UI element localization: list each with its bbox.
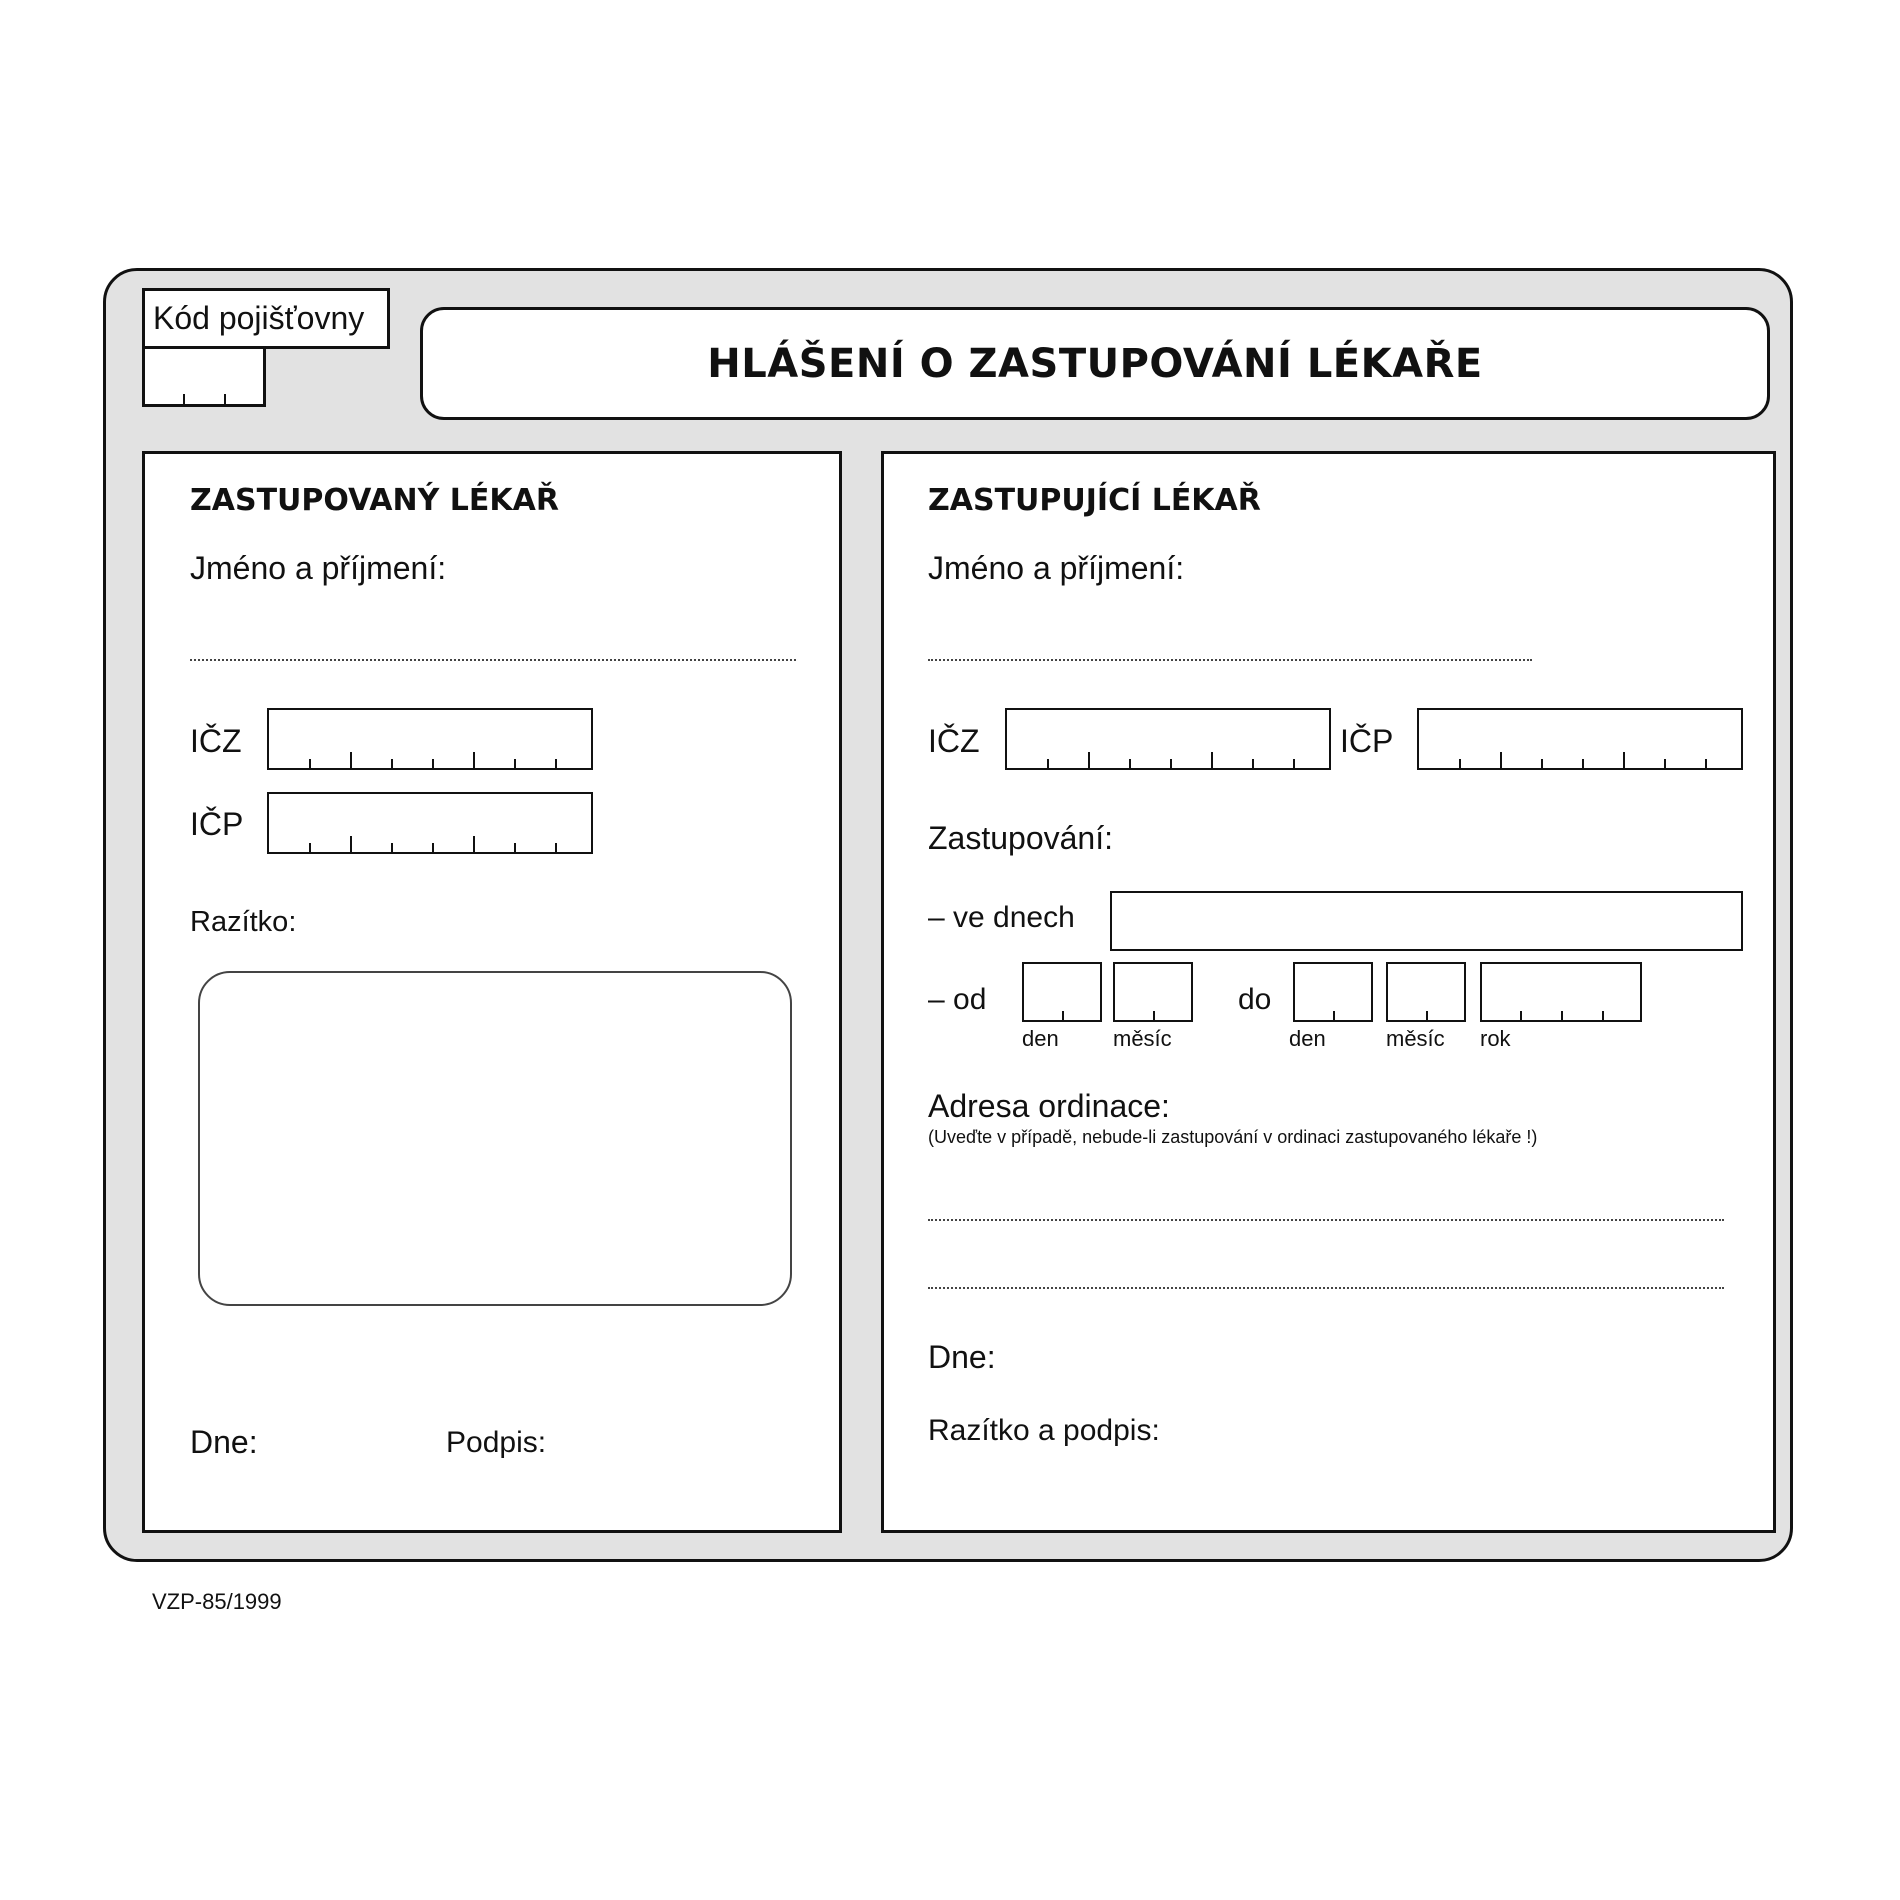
- address-note: (Uveďte v případě, nebude-li zastupování v ordinaci zastupovaného lékaře !): [928, 1127, 1538, 1147]
- right-icp-field[interactable]: [1417, 708, 1743, 770]
- form-code: VZP-85/1999: [152, 1589, 282, 1614]
- insurer-code-label: Kód pojišťovny: [153, 300, 365, 336]
- to-year-field[interactable]: [1480, 962, 1642, 1022]
- from-month-caption: měsíc: [1113, 1026, 1172, 1051]
- right-icp-label: IČP: [1340, 723, 1394, 759]
- left-icz-field[interactable]: [267, 708, 593, 770]
- address-label: Adresa ordinace:: [928, 1088, 1170, 1124]
- title-box: [420, 307, 1770, 420]
- stamp-signature-label: Razítko a podpis:: [928, 1414, 1160, 1447]
- address-line-2[interactable]: [928, 1287, 1724, 1289]
- from-label: – od: [928, 983, 987, 1016]
- left-signature-label: Podpis:: [446, 1426, 547, 1459]
- left-icz-label: IČZ: [190, 723, 242, 759]
- left-name-label: Jméno a příjmení:: [190, 550, 447, 586]
- left-stamp-label: Razítko:: [190, 906, 297, 938]
- days-field[interactable]: [1110, 891, 1743, 951]
- from-day-caption: den: [1022, 1026, 1059, 1051]
- insurer-code-field[interactable]: [142, 346, 266, 407]
- to-label: do: [1238, 983, 1272, 1016]
- to-day-field[interactable]: [1293, 962, 1373, 1022]
- right-icz-label: IČZ: [928, 723, 980, 759]
- representation-label: Zastupování:: [928, 820, 1113, 856]
- to-year-caption: rok: [1480, 1026, 1511, 1051]
- right-name-field[interactable]: [928, 659, 1532, 661]
- right-name-label: Jméno a příjmení:: [928, 550, 1185, 586]
- form-title: HLÁŠENÍ O ZASTUPOVÁNÍ LÉKAŘE: [707, 340, 1483, 387]
- days-label: – ve dnech: [928, 901, 1075, 934]
- right-icz-field[interactable]: [1005, 708, 1331, 770]
- to-month-field[interactable]: [1386, 962, 1466, 1022]
- from-day-field[interactable]: [1022, 962, 1102, 1022]
- left-icp-label: IČP: [190, 806, 244, 842]
- left-panel-heading: ZASTUPOVANÝ LÉKAŘ: [190, 483, 559, 518]
- to-month-caption: měsíc: [1386, 1026, 1445, 1051]
- to-day-caption: den: [1289, 1026, 1326, 1051]
- stamp-area[interactable]: [198, 971, 792, 1306]
- insurer-code-label-box: [142, 288, 390, 349]
- from-month-field[interactable]: [1113, 962, 1193, 1022]
- right-panel-heading: ZASTUPUJÍCÍ LÉKAŘ: [928, 483, 1261, 518]
- address-line-1[interactable]: [928, 1219, 1724, 1221]
- left-icp-field[interactable]: [267, 792, 593, 854]
- left-date-label: Dne:: [190, 1424, 258, 1460]
- left-name-field[interactable]: [190, 659, 796, 661]
- right-date-label: Dne:: [928, 1339, 996, 1375]
